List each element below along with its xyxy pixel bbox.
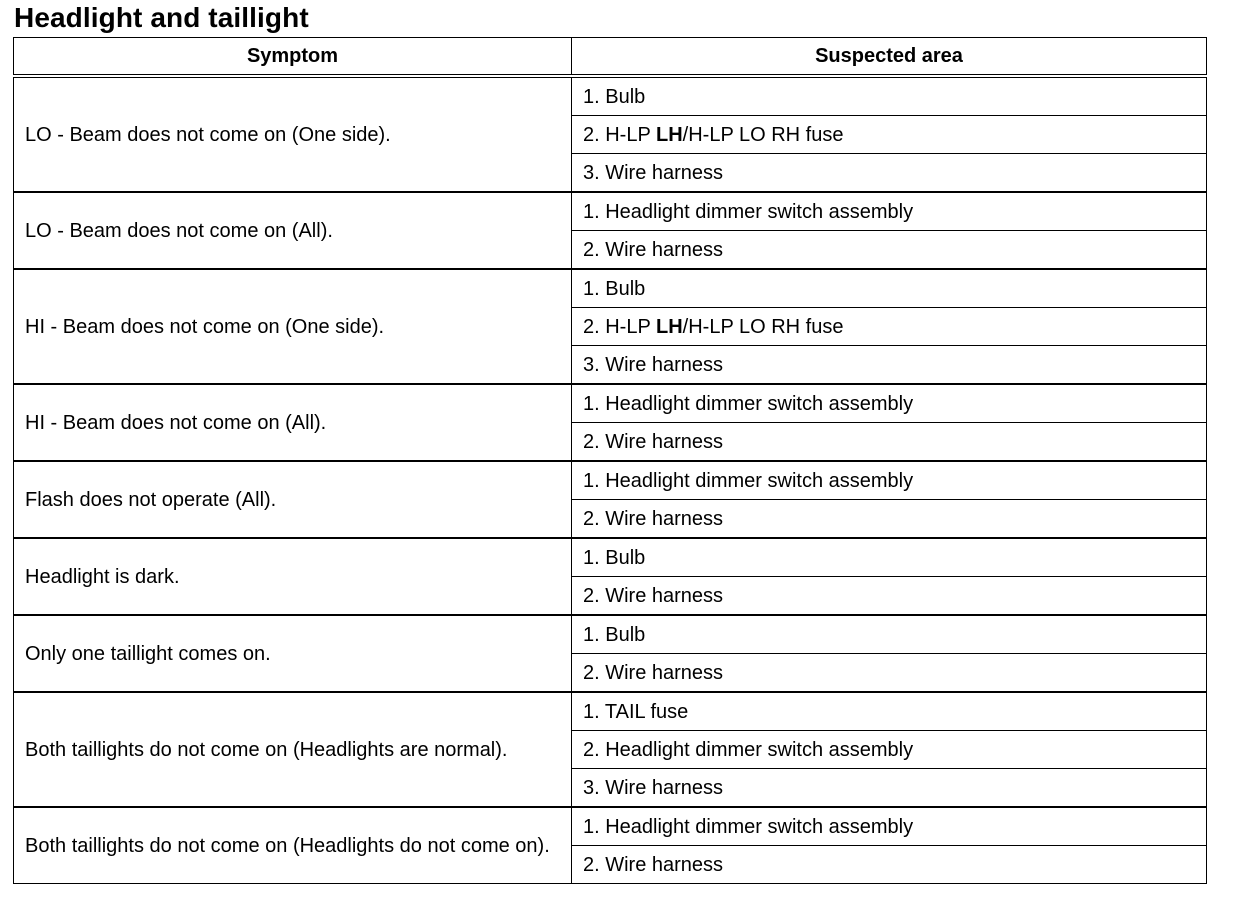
suspected-area-cell: 3. Wire harness [572, 154, 1207, 193]
suspected-area-cell: 1. Bulb [572, 538, 1207, 577]
symptom-header: Symptom [14, 38, 572, 77]
suspected-area-cell: 2. Wire harness [572, 500, 1207, 539]
table-row [14, 807, 1207, 846]
page-title: Headlight and taillight [14, 2, 309, 33]
bold-text: LH [656, 315, 683, 338]
symptom-cell: Flash does not operate (All). [14, 461, 572, 538]
suspected-area-cell: 2. Headlight dimmer switch assembly [572, 731, 1207, 769]
suspected-area-cell: 1. Bulb [572, 269, 1207, 308]
table-row [14, 538, 1207, 577]
area-text: 2. H-LP [583, 123, 656, 146]
table-row [14, 192, 1207, 231]
symptom-cell: Both taillights do not come on (Headlights are normal). [14, 692, 572, 807]
suspected-area-cell: 2. Wire harness [572, 846, 1207, 884]
suspected-area-cell: 1. Headlight dimmer switch assembly [572, 384, 1207, 423]
suspected-area-cell: 1. TAIL fuse [572, 692, 1207, 731]
symptom-group [14, 269, 1207, 384]
symptom-group [14, 538, 1207, 615]
header-row [14, 38, 1207, 77]
symptom-cell: Both taillights do not come on (Headlights do not come on). [14, 807, 572, 884]
table-row [14, 384, 1207, 423]
suspected-area-cell: 2. Wire harness [572, 423, 1207, 462]
symptom-cell: LO - Beam does not come on (One side). [14, 76, 572, 192]
area-text: /H-LP LO RH fuse [682, 315, 844, 338]
symptom-cell: HI - Beam does not come on (One side). [14, 269, 572, 384]
suspected-area-cell: 1. Bulb [572, 76, 1207, 116]
suspected-area-cell: 1. Headlight dimmer switch assembly [572, 807, 1207, 846]
suspected-area-cell: 1. Headlight dimmer switch assembly [572, 192, 1207, 231]
symptom-group [14, 692, 1207, 807]
suspected-area-cell: 3. Wire harness [572, 769, 1207, 808]
table-row [14, 461, 1207, 500]
suspected-area-cell [572, 308, 1207, 346]
symptom-group [14, 76, 1207, 192]
symptom-group [14, 807, 1207, 884]
table-row [14, 76, 1207, 116]
symptom-group [14, 615, 1207, 692]
table-row [14, 692, 1207, 731]
suspected-area-header: Suspected area [572, 38, 1207, 77]
table-row [14, 269, 1207, 308]
suspected-area-cell: 1. Bulb [572, 615, 1207, 654]
symptom-cell: Only one taillight comes on. [14, 615, 572, 692]
suspected-area-cell: 1. Headlight dimmer switch assembly [572, 461, 1207, 500]
suspected-area-cell: 2. Wire harness [572, 231, 1207, 270]
table-row [14, 615, 1207, 654]
symptom-cell: LO - Beam does not come on (All). [14, 192, 572, 269]
symptom-group [14, 384, 1207, 461]
symptom-cell: Headlight is dark. [14, 538, 572, 615]
bold-text: LH [656, 123, 683, 146]
suspected-area-cell: 3. Wire harness [572, 346, 1207, 385]
area-text: /H-LP LO RH fuse [682, 123, 844, 146]
symptom-cell: HI - Beam does not come on (All). [14, 384, 572, 461]
area-text: 2. H-LP [583, 315, 656, 338]
suspected-area-cell: 2. Wire harness [572, 654, 1207, 693]
symptom-group [14, 192, 1207, 269]
symptom-group [14, 461, 1207, 538]
suspected-area-cell: 2. Wire harness [572, 577, 1207, 616]
suspected-area-cell [572, 116, 1207, 154]
troubleshooting-table [13, 37, 1207, 884]
